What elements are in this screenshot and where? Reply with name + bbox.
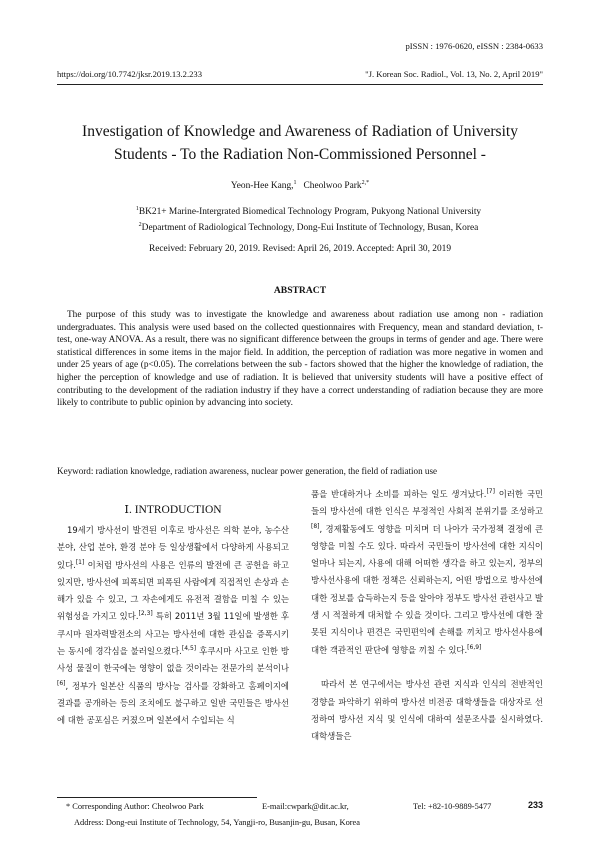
doi-link[interactable]: https://doi.org/10.7742/jksr.2019.13.2.233	[57, 69, 202, 79]
left-p1-text-c: 특히 2011년 3월 11일에 발생한 후쿠시마 원자력발전소의 사고는 방사선에 대한 관심을 증폭시키는 동시에 경각심을 불러일으켰다.	[57, 611, 289, 657]
affiliation-2-text: Department of Radiological Technology, Dong-Eui Institute of Technology, Busan, Korea	[141, 223, 479, 233]
citation-ref[interactable]: [6,9]	[467, 643, 482, 651]
right-p1-text-a: 품을 반대하거나 소비를 피하는 일도 생겨났다.	[311, 489, 487, 499]
journal-citation: "J. Korean Soc. Radiol., Vol. 13, No. 2, April 2019"	[365, 69, 543, 79]
citation-ref[interactable]: [7]	[486, 488, 495, 495]
corresponding-email[interactable]: E-mail:cwpark@dit.ac.kr,	[262, 802, 349, 811]
corresponding-phone: Tel: +82-10-9889-5477	[413, 802, 492, 811]
author-1-affiliation-mark: 1	[293, 180, 297, 186]
citation-ref[interactable]: [2,3]	[138, 610, 153, 618]
left-p1-text-d: 후쿠시마 사고로 인한 방사성 물질이 한국에는 영향이 없을 것이라는 전문가의 분석이나	[57, 646, 289, 674]
left-p1-text-b: 이처럼 방사선의 사용은 인류의 발전에 큰 공헌을 하고 있지만, 방사선에 피폭되면 피폭된 사람에게 직접적인 손상과 손해가 있을 수 있고, 그 자손에게도 유전적 결함을 미칠 수 있는 위험성을 가지고 있다.	[57, 559, 289, 622]
left-p1-text-a: 19세기 방사선이 발견된 이후로 방사선은 의학 분야, 농수산 분야, 산업 분야, 환경 분야 등 일상생활에서 다양하게 사용되고 있다.	[57, 525, 289, 570]
affiliation-1-text: BK21+ Marine-Intergrated Biomedical Technology Program, Pukyong National University	[138, 207, 482, 217]
issn-line: pISSN : 1976-0620, eISSN : 2384-0633	[405, 41, 543, 51]
section-heading-introduction: Ⅰ. INTRODUCTION	[124, 504, 222, 516]
abstract-text: The purpose of this study was to investigate the knowledge and awareness about radiation use among non - radiation undergraduates. This analysis were used based on the collected questionnaires with Frequency, mean and standard deviation, t-test, one-way ANOVA. As a result, there was no significant difference between the groups in terms of gender and age. There were statistical differences in some items in the major field. In addition, the perception of radiation was more negative in women and under 25 years of age (p<0.05). The correlations between the sub - factors showed that the higher the knowledge of radiation, the higher the perception of knowledge and use of radiation. It is believed that university students will have a positive effect of contributing to the development of the radiation industry if they have a correct understanding of radiation because they are more likely to contribute to public opinion by advancing into society.	[57, 310, 543, 409]
right-p1-text-c: , 경제활동에도 영향을 미치며 더 나아가 국가정책 결정에 큰 영향을 미칠 수도 있다. 따라서 국민들이 방사선에 대한 지식이 얼마나 되는지, 사용에 대해 어떠한 생각을 하고 있는지, 정부의 방사선사용에 대한 정책은 신뢰하는지, 어떤 방법으로 방사선에 대한 정보를 습득하는지 등을 알아야 정부도 방사선 관련사고 발생 시 적절하게 대처할 수 있을 것이다. 그리고 방사선에 대한 잘못된 지식이나 편견은 국민편익에 손해를 끼치고 방사선사용에 대한 객관적인 판단에 영향을 끼칠 수 있다.	[311, 523, 543, 655]
paper-title	[40, 120, 560, 166]
left-p1-text-e: , 정부가 일본산 식품의 방사능 검사를 강화하고 홈페이지에 결과를 공개하는 등의 조치에도 불구하고 일반 국민들은 방사선에 대한 공포심은 커졌으며 일본에서 수입되는 식	[57, 680, 289, 726]
citation-ref[interactable]: [8]	[311, 522, 320, 530]
right-paragraph-2: 따라서 본 연구에서는 방사선 관련 지식과 인식의 전반적인 경향을 파악하기 위하여 방사선 비전공 대학생들을 대상자로 선정하여 방사선 지식 및 인식에 대하여 설문조사를 실시하였다. 대학생들은	[311, 679, 543, 742]
keywords: Keyword: radiation knowledge, radiation awareness, nuclear power generation, the field of radiation use	[57, 466, 438, 476]
right-paragraph-1	[311, 486, 543, 659]
affiliation-2	[57, 223, 560, 233]
citation-ref[interactable]: [6]	[57, 679, 66, 687]
citation-ref[interactable]: [4,5]	[181, 645, 197, 653]
left-paragraph-1	[57, 522, 289, 730]
citation-ref[interactable]: [1]	[75, 558, 85, 566]
author-1-name: Yeon-Hee Kang,	[230, 181, 294, 191]
abstract-heading: ABSTRACT	[273, 285, 327, 296]
right-p1-text-b: 이러한 국민들의 방사선에 대한 인식은 부정적인 사회적 분위기를 조성하고	[311, 489, 544, 517]
corresponding-address: Address: Dong-eui Institute of Technology, 54, Yangji-ro, Busanjin-gu, Busan, Korea	[74, 818, 360, 827]
affiliation-2-mark: 2	[138, 222, 142, 228]
paper-title-line-2: Students - To the Radiation Non-Commissioned Personnel -	[114, 146, 486, 163]
body-column-left	[57, 522, 289, 730]
paper-title-line-1: Investigation of Knowledge and Awareness of Radiation of University	[82, 123, 518, 140]
submission-dates: Received: February 20, 2019. Revised: April 26, 2019. Accepted: April 30, 2019	[148, 244, 452, 254]
header-rule	[57, 84, 543, 85]
corresponding-author: * Corresponding Author: Cheolwoo Park	[66, 802, 204, 811]
body-column-right	[311, 486, 543, 745]
author-list	[40, 181, 560, 191]
footnote-rule	[57, 797, 257, 798]
page-number: 233	[527, 800, 543, 810]
affiliation-1-mark: 1	[135, 206, 139, 212]
author-2-affiliation-mark: 2,*	[361, 180, 370, 186]
affiliation-1	[57, 207, 560, 217]
author-2-name: Cheolwoo Park	[303, 181, 362, 191]
